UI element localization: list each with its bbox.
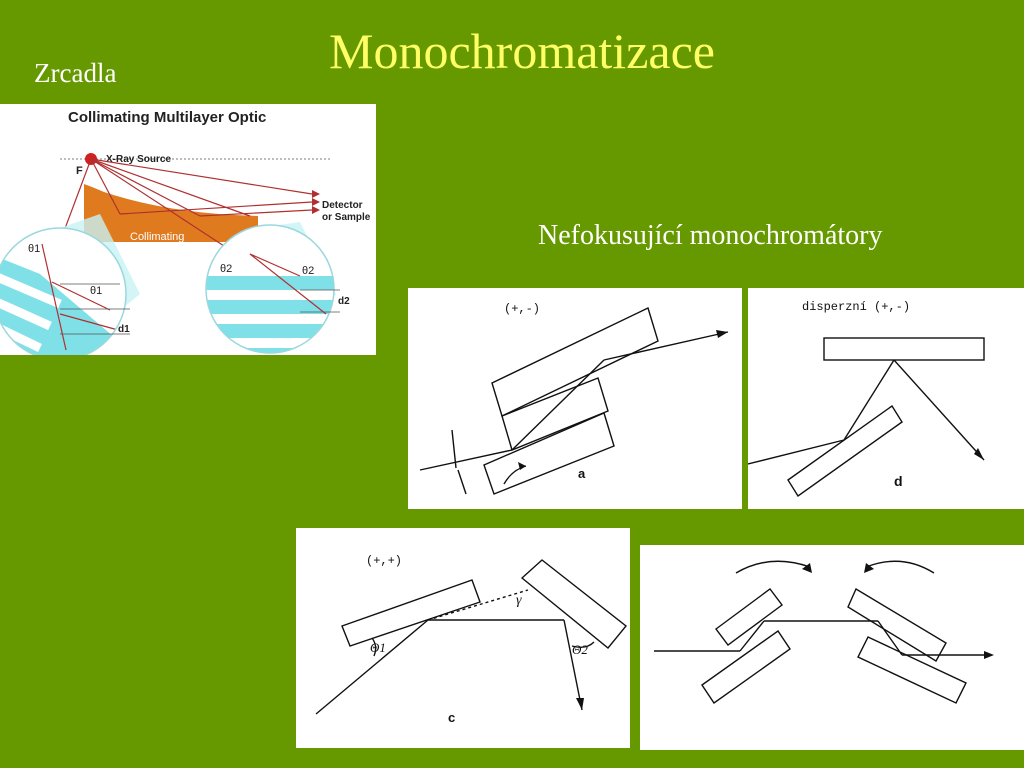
crystal-left-upper — [716, 589, 782, 645]
crystal-a2 — [502, 378, 608, 450]
x-ray-source-label: X-Ray Source — [106, 154, 172, 165]
crystal-d1 — [824, 338, 984, 360]
focus-label: F — [76, 165, 83, 177]
d2-label: d2 — [338, 296, 350, 307]
collimating-optic-figure — [0, 104, 376, 355]
d1-label: d1 — [118, 324, 130, 335]
slide-title: Monochromatizace — [329, 23, 715, 79]
collimating-label: Collimating — [130, 231, 185, 243]
theta2-left-label: θ2 — [220, 263, 233, 275]
letter-c: c — [448, 710, 456, 725]
crystal-a3 — [484, 413, 614, 494]
crystal-a1 — [492, 308, 658, 416]
notation-a: (+,-) — [504, 302, 541, 316]
diagram-d-panel — [748, 288, 1024, 509]
notation-d: disperzní (+,-) — [802, 300, 911, 314]
theta2-right-label: θ2 — [302, 265, 315, 277]
theta1-label: Θ1 — [370, 640, 386, 655]
notation-c: (+,+) — [366, 554, 403, 568]
theta1-left-label: θ1 — [28, 243, 41, 255]
theta1-right-label: θ1 — [90, 285, 103, 297]
left-multilayer-magnification — [0, 224, 140, 355]
mirrors-label: Zrcadla — [34, 58, 117, 88]
crystal-c1 — [342, 580, 480, 646]
detector-label: Detector — [322, 200, 363, 211]
theta2-label: Θ2 — [572, 642, 588, 657]
crystal-c2 — [522, 560, 626, 648]
nonfocusing-monochromators-label: Nefokusující monochromátory — [538, 220, 883, 251]
letter-a: a — [578, 466, 586, 481]
sample-label: or Sample — [322, 212, 371, 223]
crystal-left-lower — [702, 631, 790, 703]
letter-d: d — [894, 473, 903, 489]
four-crystal-diagram-panel — [640, 545, 1024, 750]
gamma-label: γ — [516, 593, 522, 608]
diagram-c-panel — [296, 528, 630, 748]
diagram-a-panel — [408, 288, 742, 509]
optic-heading: Collimating Multilayer Optic — [68, 109, 267, 126]
crystal-d2 — [788, 406, 902, 496]
